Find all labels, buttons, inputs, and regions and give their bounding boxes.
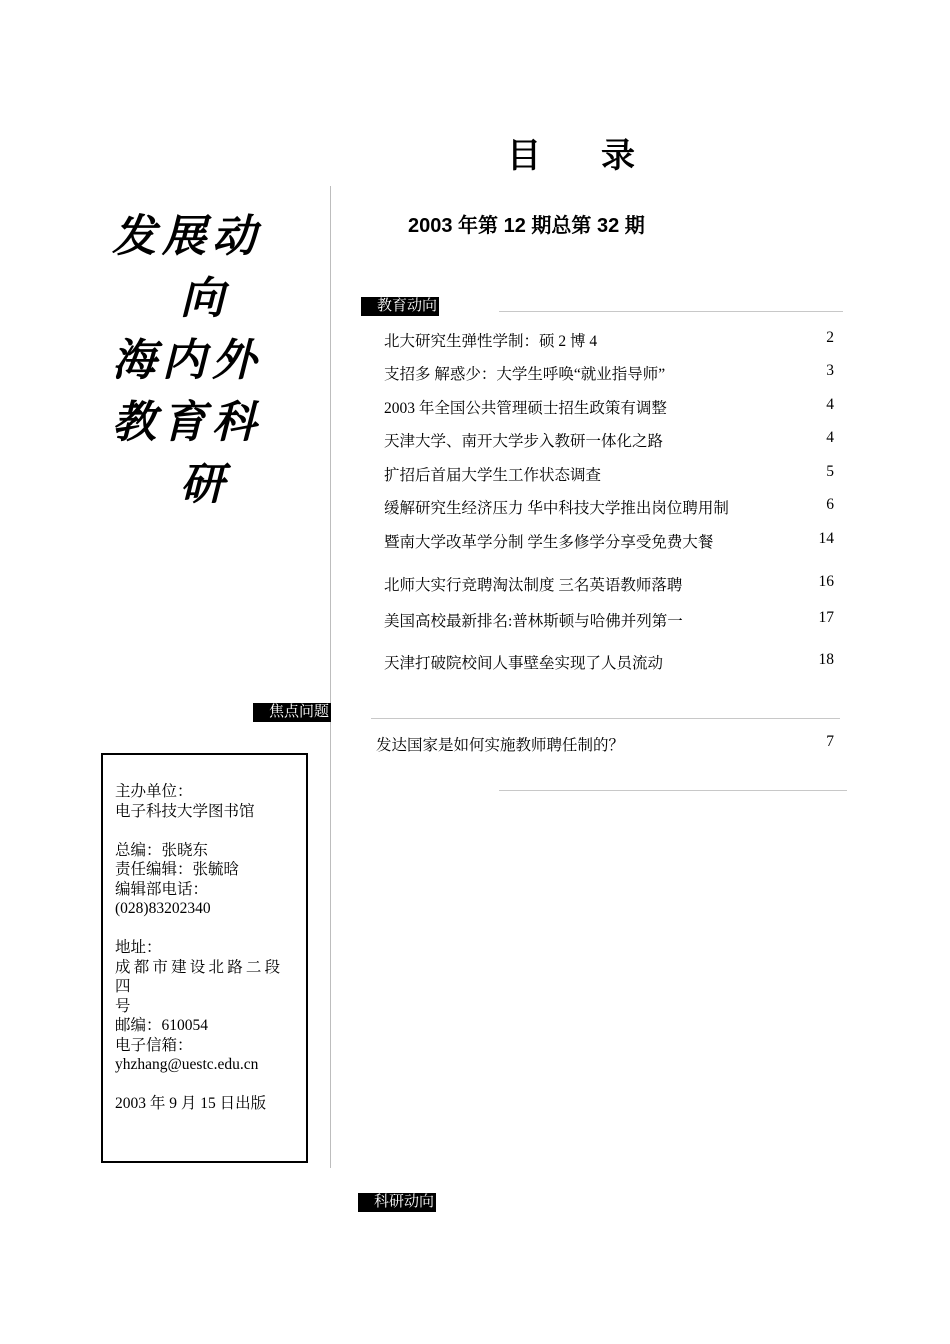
toc-item-title: 支招多 解惑少：大学生呼唤“就业指导师” (384, 366, 666, 383)
masthead-line-5: 研 (180, 459, 224, 510)
toc-item-page: 4 (826, 396, 834, 413)
postcode: 邮编：610054 (115, 1017, 209, 1034)
toc-item-page: 2 (826, 329, 834, 346)
chief-editor: 总编：张晓东 (115, 841, 209, 859)
toc-item-title: 天津大学、南开大学步入教研一体化之路 (384, 433, 664, 450)
phone: (028)83202340 (115, 900, 211, 917)
address-label: 地址： (115, 939, 162, 956)
toc-item-page: 14 (818, 530, 834, 547)
toc-title-char-1: 目 (507, 138, 541, 175)
issue-line: 2003 年第 12 期总第 32 期 (408, 215, 645, 237)
toc-item-page: 4 (826, 429, 834, 446)
masthead-line-1: 发展动 (112, 211, 262, 262)
section-label-education: 教育动向 (361, 297, 439, 316)
toc-item-title: 缓解研究生经济压力 华中科技大学推出岗位聘用制 (384, 500, 729, 517)
toc-item-title: 北大研究生弹性学制：硕 2 博 4 (384, 333, 598, 350)
toc-item-title: 暨南大学改革学分制 学生多修学分享受免费大餐 (384, 534, 714, 551)
address-line-2: 号 (115, 997, 131, 1015)
toc-item-page: 6 (826, 496, 834, 513)
phone-label: 编辑部电话： (115, 880, 209, 898)
masthead-line-3: 海内外 (112, 335, 262, 386)
editor: 责任编辑：张毓晗 (115, 861, 240, 878)
toc-title-char-2: 录 (601, 138, 635, 175)
publish-date: 2003 年 9 月 15 日出版 (115, 1095, 267, 1112)
toc-item-title: 扩招后首届大学生工作状态调查 (384, 467, 602, 484)
toc-item-title: 发达国家是如何实施教师聘任制的？ (376, 737, 625, 754)
toc-item-title: 天津打破院校间人事壁垒实现了人员流动 (384, 655, 664, 672)
masthead (112, 206, 292, 516)
masthead-line-4: 教育科 (112, 397, 262, 448)
publisher-info-box (101, 753, 308, 1163)
section-rule-focus-end (499, 790, 847, 791)
toc-title (507, 128, 635, 177)
vertical-divider (330, 186, 331, 1168)
email-label: 电子信箱： (115, 1036, 193, 1054)
toc-item-page: 18 (818, 651, 834, 668)
toc-item-title: 美国高校最新排名:普林斯顿与哈佛并列第一 (384, 613, 683, 630)
email[interactable]: yhzhang@uestc.edu.cn (115, 1056, 259, 1073)
address-line-1: 成都市建设北路二段四 (115, 958, 284, 995)
sponsor-label: 主办单位： (115, 783, 193, 800)
toc-item-page: 17 (818, 609, 834, 626)
section-label-focus: 焦点问题 (253, 703, 331, 722)
section-rule-focus (371, 718, 840, 719)
masthead-line-2: 向 (180, 273, 224, 324)
toc-item-page: 5 (826, 463, 834, 480)
section-rule-education (499, 311, 843, 312)
section-label-research: 科研动向 (358, 1193, 436, 1212)
toc-item-page: 3 (826, 362, 834, 379)
sponsor: 电子科技大学图书馆 (115, 802, 255, 820)
toc-item-page: 7 (826, 733, 834, 750)
toc-item-title: 2003 年全国公共管理硕士招生政策有调整 (384, 400, 667, 417)
toc-item-page: 16 (818, 573, 834, 590)
toc-item-title: 北师大实行竞聘淘汰制度 三名英语教师落聘 (384, 577, 683, 594)
